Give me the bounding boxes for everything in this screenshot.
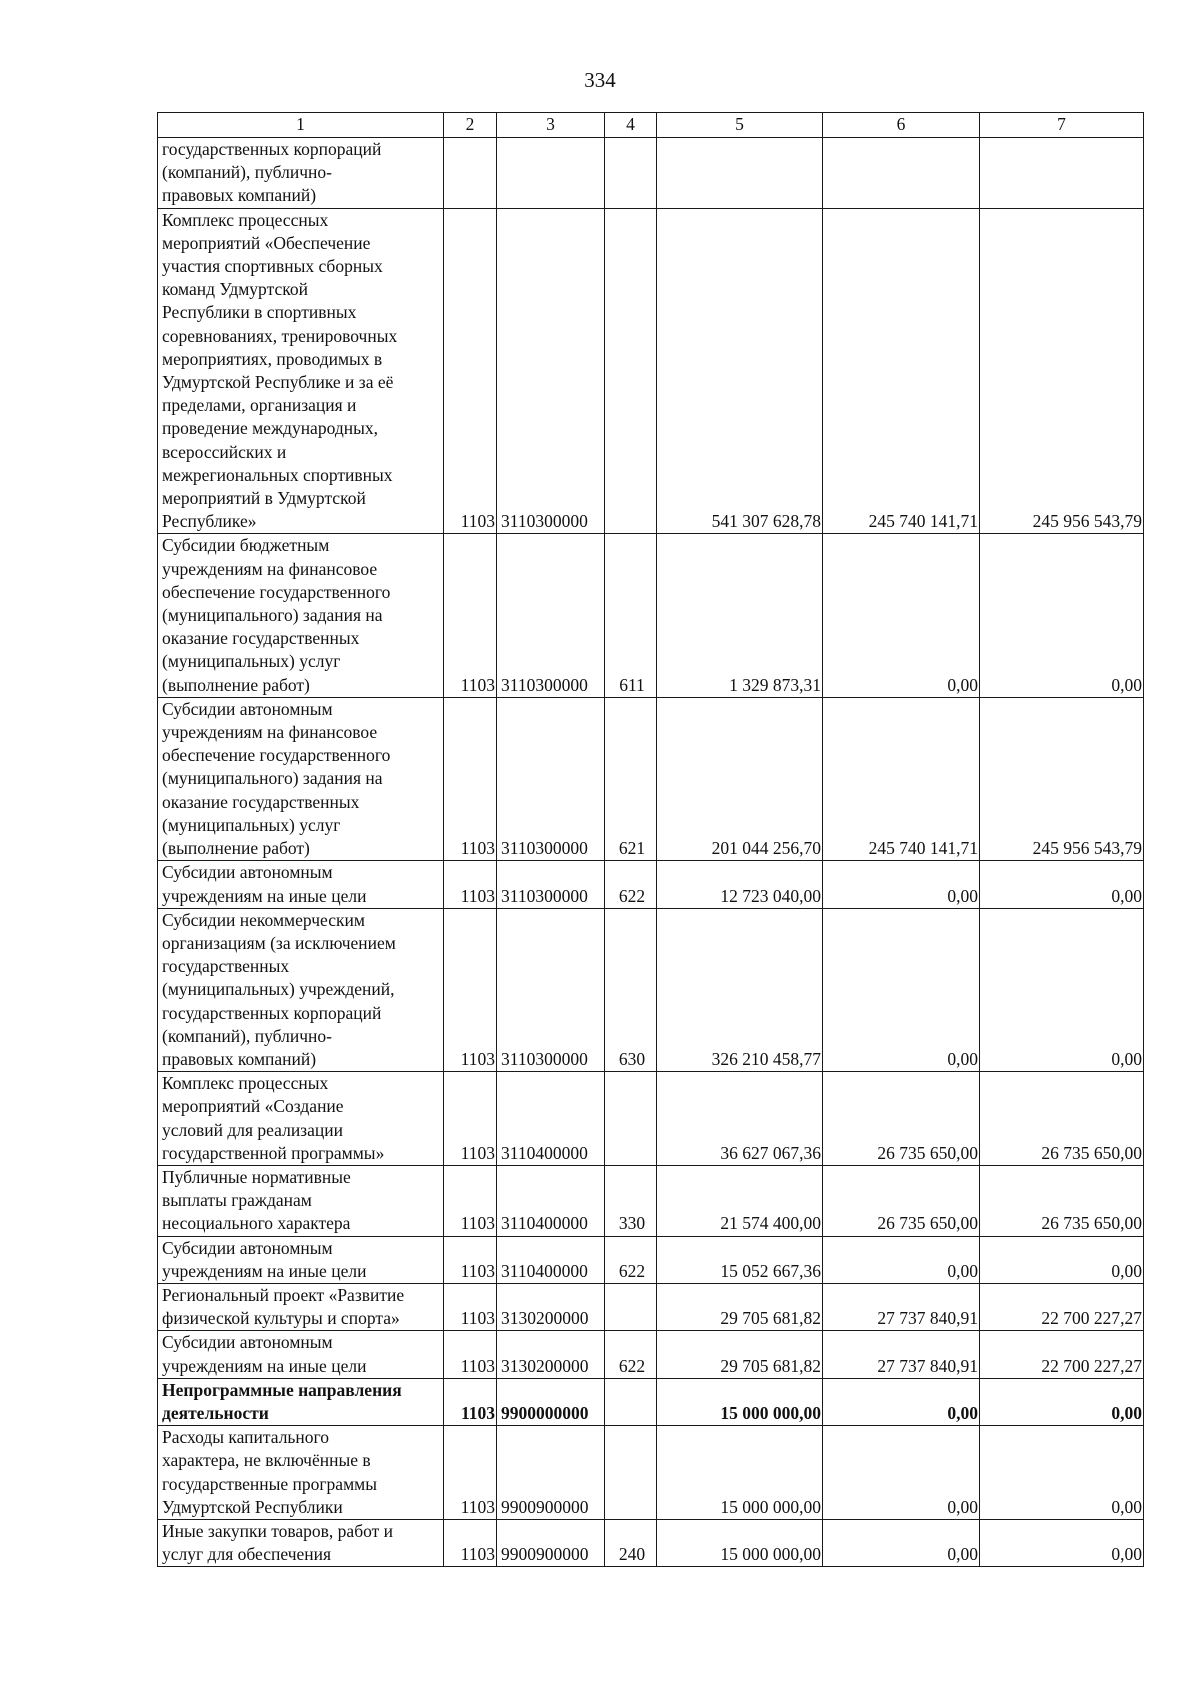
amount-col7-cell — [980, 138, 1144, 209]
amount-col5-cell: 15 000 000,00 — [657, 1426, 823, 1520]
row-name-cell: Субсидии автономным учреждениям на финансовое обеспечение государственного (муниципального) задания на оказание государственных (муниципальных) услуг (выполнение работ) — [158, 697, 444, 860]
section-code-cell: 1103 — [444, 1378, 497, 1425]
table-row — [158, 1378, 1144, 1425]
amount-col6-cell: 0,00 — [823, 1378, 980, 1425]
amount-col5-cell: 29 705 681,82 — [657, 1283, 823, 1330]
row-name-cell: Субсидии некоммерческим организациям (за исключением государственных (муниципальных) учреждений, государственных корпораций (компаний), публично- правовых компаний) — [158, 908, 444, 1071]
row-name-cell: Публичные нормативные выплаты гражданам несоциального характера — [158, 1165, 444, 1236]
target-code-cell: 3130200000 — [497, 1331, 605, 1378]
header-row — [158, 113, 1144, 138]
expense-type-cell: 621 — [605, 697, 657, 860]
target-code-cell: 3130200000 — [497, 1283, 605, 1330]
table-row — [158, 908, 1144, 1071]
expense-type-cell — [605, 138, 657, 209]
row-name-cell: Субсидии автономным учреждениям на иные цели — [158, 1236, 444, 1283]
table-row — [158, 1331, 1144, 1378]
section-code-cell: 1103 — [444, 208, 497, 534]
amount-col7-cell: 22 700 227,27 — [980, 1331, 1144, 1378]
column-header: 1 — [158, 113, 444, 138]
target-code-cell: 9900900000 — [497, 1426, 605, 1520]
amount-col6-cell: 26 735 650,00 — [823, 1072, 980, 1166]
amount-col7-cell: 0,00 — [980, 1426, 1144, 1520]
amount-col6-cell: 0,00 — [823, 1519, 980, 1566]
target-code-cell: 3110300000 — [497, 908, 605, 1071]
page-number: 334 — [584, 68, 616, 92]
amount-col6-cell: 0,00 — [823, 1426, 980, 1520]
row-name-cell: Иные закупки товаров, работ и услуг для обеспечения — [158, 1519, 444, 1566]
section-code-cell: 1103 — [444, 1165, 497, 1236]
amount-col6-cell: 0,00 — [823, 534, 980, 697]
target-code-cell: 3110300000 — [497, 697, 605, 860]
amount-col5-cell: 15 052 667,36 — [657, 1236, 823, 1283]
target-code-cell: 9900900000 — [497, 1519, 605, 1566]
column-header: 7 — [980, 113, 1144, 138]
table-row — [158, 1283, 1144, 1330]
amount-col7-cell: 26 735 650,00 — [980, 1072, 1144, 1166]
target-code-cell: 3110300000 — [497, 208, 605, 534]
section-code-cell: 1103 — [444, 534, 497, 697]
expense-type-cell — [605, 1378, 657, 1425]
target-code-cell: 3110300000 — [497, 861, 605, 908]
amount-col7-cell: 22 700 227,27 — [980, 1283, 1144, 1330]
amount-col5-cell: 201 044 256,70 — [657, 697, 823, 860]
target-code-cell: 3110400000 — [497, 1165, 605, 1236]
expense-type-cell: 240 — [605, 1519, 657, 1566]
amount-col5-cell: 15 000 000,00 — [657, 1378, 823, 1425]
amount-col5-cell: 21 574 400,00 — [657, 1165, 823, 1236]
table-row — [158, 534, 1144, 697]
column-header: 5 — [657, 113, 823, 138]
table-row — [158, 138, 1144, 209]
amount-col5-cell: 36 627 067,36 — [657, 1072, 823, 1166]
amount-col5-cell: 541 307 628,78 — [657, 208, 823, 534]
amount-col6-cell: 26 735 650,00 — [823, 1165, 980, 1236]
table-row — [158, 1236, 1144, 1283]
section-code-cell: 1103 — [444, 1072, 497, 1166]
column-header: 6 — [823, 113, 980, 138]
target-code-cell: 3110300000 — [497, 534, 605, 697]
amount-col5-cell: 12 723 040,00 — [657, 861, 823, 908]
row-name-cell: Непрограммные направления деятельности — [158, 1378, 444, 1425]
expense-type-cell: 630 — [605, 908, 657, 1071]
target-code-cell — [497, 138, 605, 209]
table-row — [158, 1426, 1144, 1520]
section-code-cell: 1103 — [444, 1426, 497, 1520]
table-row — [158, 1519, 1144, 1566]
column-header: 4 — [605, 113, 657, 138]
expense-type-cell: 622 — [605, 1331, 657, 1378]
table-body — [158, 138, 1144, 1567]
amount-col6-cell: 27 737 840,91 — [823, 1331, 980, 1378]
amount-col7-cell: 0,00 — [980, 1519, 1144, 1566]
section-code-cell: 1103 — [444, 1283, 497, 1330]
table-row — [158, 697, 1144, 860]
amount-col6-cell: 0,00 — [823, 861, 980, 908]
amount-col6-cell: 0,00 — [823, 908, 980, 1071]
row-name-cell: Расходы капитального характера, не включённые в государственные программы Удмуртской Республики — [158, 1426, 444, 1520]
table-row — [158, 208, 1144, 534]
amount-col7-cell: 0,00 — [980, 908, 1144, 1071]
amount-col5-cell: 15 000 000,00 — [657, 1519, 823, 1566]
amount-col7-cell: 0,00 — [980, 534, 1144, 697]
amount-col6-cell: 245 740 141,71 — [823, 208, 980, 534]
amount-col6-cell: 245 740 141,71 — [823, 697, 980, 860]
target-code-cell: 9900000000 — [497, 1378, 605, 1425]
amount-col6-cell — [823, 138, 980, 209]
section-code-cell: 1103 — [444, 1331, 497, 1378]
expense-type-cell: 622 — [605, 1236, 657, 1283]
table-row — [158, 1165, 1144, 1236]
section-code-cell: 1103 — [444, 908, 497, 1071]
column-header: 3 — [497, 113, 605, 138]
amount-col5-cell: 326 210 458,77 — [657, 908, 823, 1071]
expense-type-cell — [605, 1072, 657, 1166]
row-name-cell: Субсидии автономным учреждениям на иные цели — [158, 1331, 444, 1378]
table-row — [158, 1072, 1144, 1166]
table-row — [158, 861, 1144, 908]
expense-type-cell: 611 — [605, 534, 657, 697]
amount-col7-cell: 26 735 650,00 — [980, 1165, 1144, 1236]
expense-type-cell: 330 — [605, 1165, 657, 1236]
column-header: 2 — [444, 113, 497, 138]
section-code-cell: 1103 — [444, 1236, 497, 1283]
amount-col6-cell: 27 737 840,91 — [823, 1283, 980, 1330]
amount-col5-cell — [657, 138, 823, 209]
row-name-cell: Субсидии бюджетным учреждениям на финансовое обеспечение государственного (муниципального) задания на оказание государственных (муниципальных) услуг (выполнение работ) — [158, 534, 444, 697]
row-name-cell: Субсидии автономным учреждениям на иные цели — [158, 861, 444, 908]
amount-col7-cell: 0,00 — [980, 1378, 1144, 1425]
expense-type-cell: 622 — [605, 861, 657, 908]
expense-type-cell — [605, 1283, 657, 1330]
row-name-cell: государственных корпораций (компаний), публично- правовых компаний) — [158, 138, 444, 209]
amount-col7-cell: 0,00 — [980, 1236, 1144, 1283]
target-code-cell: 3110400000 — [497, 1236, 605, 1283]
budget-table — [157, 112, 1144, 1567]
section-code-cell — [444, 138, 497, 209]
row-name-cell: Региональный проект «Развитие физической культуры и спорта» — [158, 1283, 444, 1330]
amount-col7-cell: 245 956 543,79 — [980, 208, 1144, 534]
section-code-cell: 1103 — [444, 861, 497, 908]
expense-type-cell — [605, 208, 657, 534]
amount-col5-cell: 29 705 681,82 — [657, 1331, 823, 1378]
row-name-cell: Комплекс процессных мероприятий «Обеспечение участия спортивных сборных команд Удмуртской Республики в спортивных соревнованиях, тренировочных мероприятиях, проводимых в Удмуртской Республике и за её пределами, организация и проведение международных, всероссийских и межрегиональных спортивных мероприятий в Удмуртской Республике» — [158, 208, 444, 534]
amount-col5-cell: 1 329 873,31 — [657, 534, 823, 697]
row-name-cell: Комплекс процессных мероприятий «Создание условий для реализации государственной программы» — [158, 1072, 444, 1166]
expense-type-cell — [605, 1426, 657, 1520]
section-code-cell: 1103 — [444, 1519, 497, 1566]
target-code-cell: 3110400000 — [497, 1072, 605, 1166]
amount-col7-cell: 245 956 543,79 — [980, 697, 1144, 860]
section-code-cell: 1103 — [444, 697, 497, 860]
amount-col6-cell: 0,00 — [823, 1236, 980, 1283]
amount-col7-cell: 0,00 — [980, 861, 1144, 908]
